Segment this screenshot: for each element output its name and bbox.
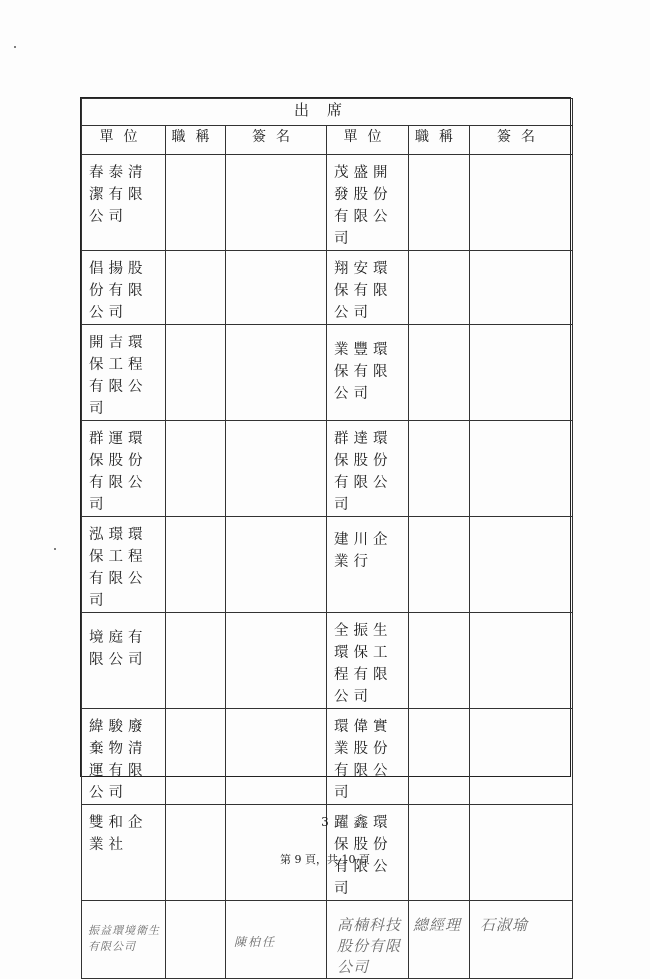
sign-cell xyxy=(470,421,573,517)
table-row xyxy=(82,251,573,325)
title-cell xyxy=(409,325,470,421)
header-sign: 簽名 xyxy=(470,126,573,155)
title-cell xyxy=(166,421,226,517)
sign-cell xyxy=(470,613,573,709)
title-cell xyxy=(166,155,226,251)
title-cell xyxy=(166,901,226,979)
sign-cell xyxy=(470,709,573,805)
title-cell xyxy=(409,709,470,805)
sign-cell xyxy=(470,155,573,251)
handwritten-signature: 石淑瑜 xyxy=(480,916,529,934)
org-cell xyxy=(327,901,409,979)
scan-speck xyxy=(14,46,16,48)
handwritten-signature: 陳柏任 xyxy=(234,935,277,949)
sign-cell xyxy=(470,325,573,421)
table-row xyxy=(82,421,573,517)
page-number: 3 xyxy=(321,815,329,829)
title-cell xyxy=(409,517,470,613)
header-unit: 單位 xyxy=(327,126,409,155)
title-cell xyxy=(409,155,470,251)
org-cell: 境庭有限公司 xyxy=(82,613,166,709)
table-row xyxy=(82,517,573,613)
title-cell xyxy=(409,251,470,325)
table-row xyxy=(82,613,573,709)
scan-speck xyxy=(54,548,56,550)
sign-cell xyxy=(226,251,327,325)
sign-cell xyxy=(226,517,327,613)
org-cell: 倡揚股份有限公司 xyxy=(82,251,166,325)
sign-cell xyxy=(226,613,327,709)
org-cell: 開吉環保工程有限公司 xyxy=(82,325,166,421)
org-cell: 雙和企業社 xyxy=(82,805,166,901)
header-title: 職稱 xyxy=(409,126,470,155)
org-cell: 翔安環保有限公司 xyxy=(327,251,409,325)
org-cell: 群運環保股份有限公司 xyxy=(82,421,166,517)
sign-cell xyxy=(470,901,573,979)
org-cell: 業豐環保有限公司 xyxy=(327,325,409,421)
table-row xyxy=(82,709,573,805)
header-title: 職稱 xyxy=(166,126,226,155)
org-cell: 建川企業行 xyxy=(327,517,409,613)
header-sign: 簽名 xyxy=(226,126,327,155)
sign-cell xyxy=(226,901,327,979)
table-row xyxy=(82,155,573,251)
org-cell: 群達環保股份有限公司 xyxy=(327,421,409,517)
org-cell: 泓璟環保工程有限公司 xyxy=(82,517,166,613)
table-row xyxy=(82,325,573,421)
org-cell: 緯駿廢棄物清運有限公司 xyxy=(82,709,166,805)
title-cell xyxy=(166,613,226,709)
sign-cell xyxy=(226,325,327,421)
header-unit: 單位 xyxy=(82,126,166,155)
handwritten-title: 總經理 xyxy=(413,916,462,934)
title-cell xyxy=(409,421,470,517)
org-cell: 春泰清潔有限公司 xyxy=(82,155,166,251)
sign-cell xyxy=(226,709,327,805)
title-cell xyxy=(166,517,226,613)
org-cell: 茂盛開發股份有限公司 xyxy=(327,155,409,251)
title-cell xyxy=(166,709,226,805)
header-row xyxy=(82,126,573,155)
page-of-label: 第 9 頁，共 10 頁 xyxy=(280,853,370,866)
sign-cell xyxy=(470,251,573,325)
org-cell: 環偉實業股份有限公司 xyxy=(327,709,409,805)
handwritten-row xyxy=(82,901,573,979)
sign-cell xyxy=(226,155,327,251)
title-cell xyxy=(166,251,226,325)
handwritten-org: 振益環境衛生有限公司 xyxy=(88,924,160,953)
sign-cell xyxy=(470,517,573,613)
title-cell xyxy=(409,613,470,709)
title-cell xyxy=(409,901,470,979)
table-title: 出席 xyxy=(82,99,573,126)
handwritten-org: 高楠科技股份有限公司 xyxy=(337,916,402,976)
sign-cell xyxy=(226,421,327,517)
org-cell xyxy=(82,901,166,979)
org-cell: 全振生環保工程有限公司 xyxy=(327,613,409,709)
title-cell xyxy=(166,325,226,421)
attendance-table xyxy=(81,98,573,979)
org-cell: 躍鑫環保股份有限公司 xyxy=(327,805,409,901)
